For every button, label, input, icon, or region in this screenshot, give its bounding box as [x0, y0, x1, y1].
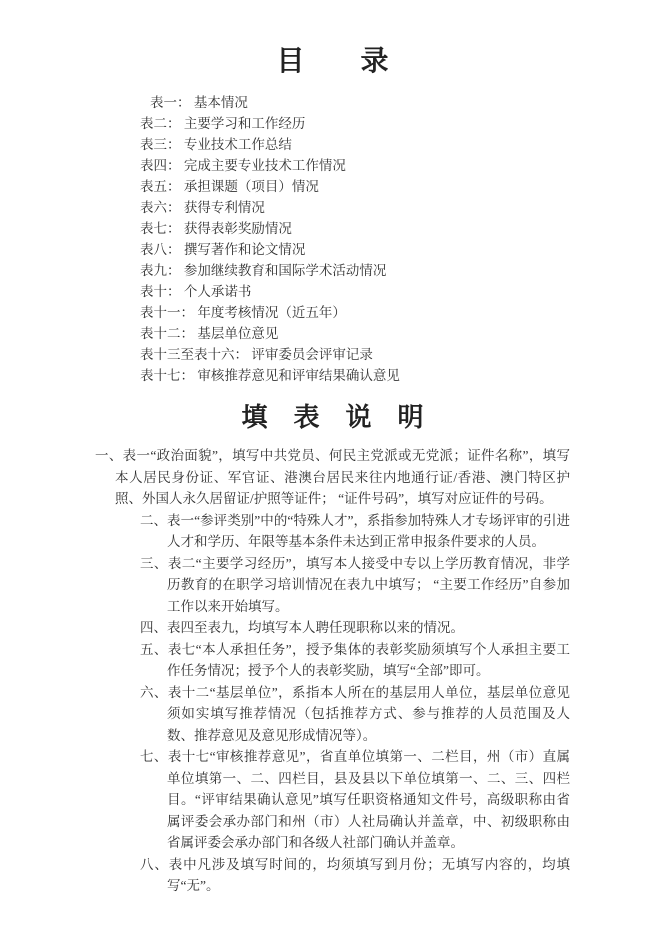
toc-item: 表一： 基本情况 [150, 95, 248, 110]
toc-item: 表十： 个人承诺书 [140, 284, 252, 299]
toc-item: 表二： 主要学习和工作经历 [140, 116, 306, 131]
instruction-paragraph: 五、表七“本人承担任务”，授予集体的表彰奖励须填写个人承担主要工作任务情况；授予个人的表彰奖励，填写“全部”即可。 [140, 641, 570, 678]
toc-item: 表十一： 年度考核情况（近五年） [140, 305, 346, 320]
instructions-body [95, 445, 570, 897]
instruction-paragraph: 七、表十七“审核推荐意见”，省直单位填第一、二栏目，州（市）直属单位填第一、二、四栏目，县及县以下单位填第一、二、三、四栏目。“评审结果确认意见”填写任职资格通知文件号，高级职称由省属评委会承办部门和州（市）人社局确认并盖章，中、初级职称由省属评委会承办部门和各级人社部门确认并盖章。 [140, 749, 570, 850]
toc-item: 表四： 完成主要专业技术工作情况 [140, 158, 346, 173]
instruction-paragraph: 二、表一“参评类别”中的“特殊人才”，系指参加特殊人才专场评审的引进人才和学历、年限等基本条件未达到正常申报条件要求的人员。 [140, 512, 570, 549]
toc-item: 表三： 专业技术工作总结 [140, 137, 292, 152]
toc-item: 表十二： 基层单位意见 [140, 326, 279, 341]
toc-item: 表六： 获得专利情况 [140, 200, 265, 215]
toc-title: 目 录 [276, 46, 389, 77]
instruction-paragraph: 一、表一“政治面貌”，填写中共党员、何民主党派或无党派；证件名称”，填写本人居民身份证、军官证、港澳台居民来往内地通行证/香港、澳门特区护照、外国人永久居留证/护照等证件； “证件号码”，填写对应证件的号码。 [95, 448, 570, 506]
toc-item: 表十三至表十六： 评审委员会评审记录 [140, 347, 373, 362]
toc-item: 表十七： 审核推荐意见和评审结果确认意见 [140, 368, 400, 383]
toc-item: 表七： 获得表彰奖励情况 [140, 221, 292, 236]
instruction-paragraph: 四、表四至表九，均填写本人聘任现职称以来的情况。 [140, 620, 464, 635]
instruction-paragraph: 三、表二“主要学习经历”，填写本人接受中专以上学历教育情况，非学历教育的在职学习培训情况在表九中填写； “主要工作经历”自参加工作以来开始填写。 [140, 555, 570, 614]
toc-item: 表五： 承担课题（项目）情况 [140, 179, 319, 194]
instruction-paragraph: 八、表中凡涉及填写时间的，均须填写到月份；无填写内容的，均填写“无”。 [140, 856, 570, 893]
instruction-paragraph: 六、表十二“基层单位”，系指本人所在的基层用人单位，基层单位意见须如实填写推荐情况（包括推荐方式、参与推荐的人员范围及人数、推荐意见及意见形成情况等）。 [140, 684, 570, 743]
toc-item: 表八： 撰写著作和论文情况 [140, 242, 306, 257]
toc-item: 表九： 参加继续教育和国际学术活动情况 [140, 263, 387, 278]
instructions-title: 填 表 说 明 [241, 403, 424, 432]
toc-list [95, 92, 570, 386]
